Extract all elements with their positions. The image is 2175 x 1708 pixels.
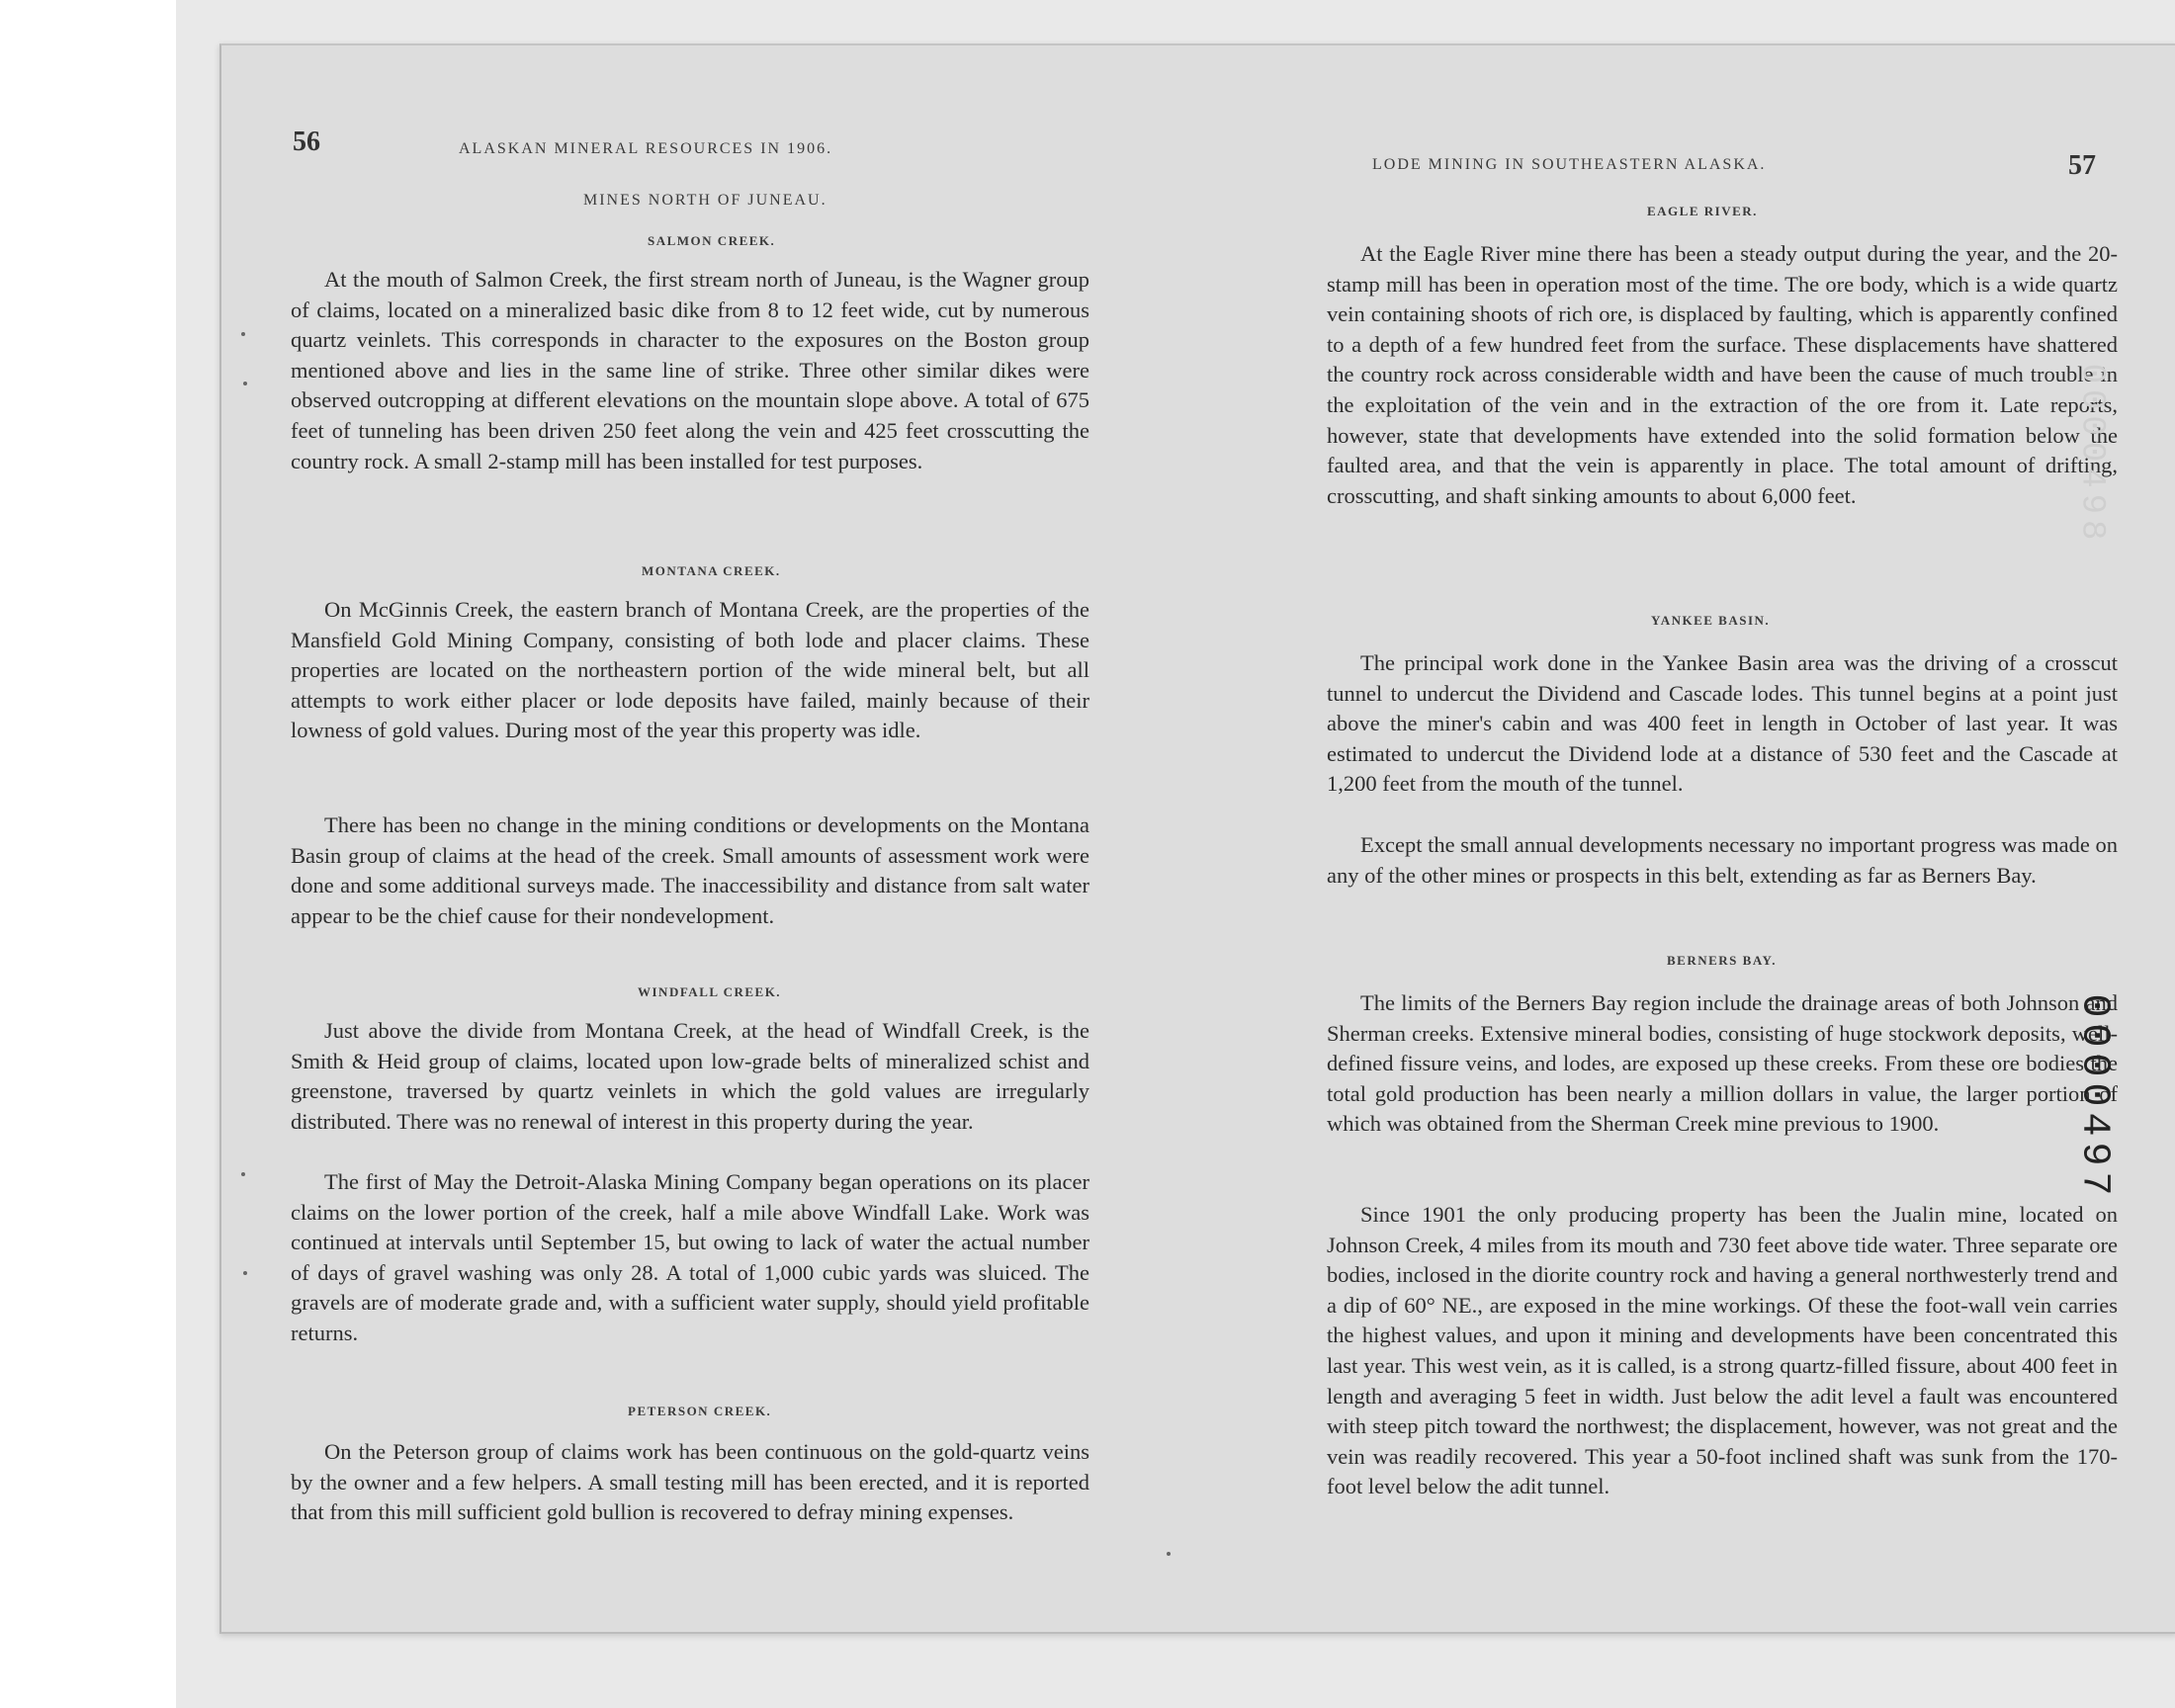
margin-bleed-through: 0000498 (2072, 363, 2111, 547)
paragraph-windfall-creek-1: Just above the divide from Montana Creek, at the head of Windfall Creek, is the Smith & Heid group of claims, located upon low-grade belts of mineralized schist and greenstone, traversed by quartz veinlets in which the gold values are irregularly distributed. There was no renewal of interest in this property during the year. (291, 1018, 1089, 1134)
margin-stamp-number: 0000497 (2071, 992, 2117, 1202)
paragraph-berners-bay-1: The limits of the Berners Bay region include the drainage areas of both Johnson and Sherman creeks. Extensive mineral bodies, consisting of huge stockwork deposits, well-defined fissure veins, and lodes, are exposed up these creeks. From these ore bodies the total gold production has been nearly a million dollars in value, the larger portion of which was obtained from the Sherman Creek mine previous to 1900. (1327, 990, 2118, 1137)
section-heading-windfall-creek: WINDFALL CREEK. (638, 984, 782, 999)
margin-mark (243, 1271, 247, 1275)
running-head-left: ALASKAN MINERAL RESOURCES IN 1906. (459, 140, 833, 157)
running-head-right: LODE MINING IN SOUTHEASTERN ALASKA. (1372, 156, 1767, 173)
page-number-56: 56 (293, 127, 320, 157)
paragraph-windfall-creek-2: The first of May the Detroit-Alaska Mining Company began operations on its placer claims on the lower portion of the creek, half a mile above Windfall Lake. Work was continued at intervals until September 15, but owing to lack of water the actual number of days of gravel washing was only 28. A total of 1,000 cubic yards was sluiced. The gravels are of moderate grade and, with a sufficient water supply, should yield profitable returns. (291, 1169, 1089, 1345)
margin-mark (243, 382, 247, 385)
section-heading-salmon-creek: SALMON CREEK. (648, 233, 776, 248)
paragraph-montana-creek-2: There has been no change in the mining conditions or developments on the Montana Basin group of claims at the head of the creek. Small amounts of assessment work were done and some additional surveys made. The inaccessibility and distance from salt water appear to be the chief cause for their nondevelopment. (291, 812, 1089, 928)
left-page (279, 45, 1297, 1632)
paragraph-berners-bay-2: Since 1901 the only producing property has been the Jualin mine, located on Johnson Creek, 4 miles from its mouth and 730 feet above tide water. Three separate ore bodies, inclosed in the diorite country rock and having a general northwesterly trend and a dip of 60° NE., are exposed in the mine workings. Of these the foot-wall vein carries the highest values, and upon it mining and developments have been concentrated this last year. This west vein, as it is called, is a strong quartz-filled fissure, about 400 feet in length and averaging 5 feet in width. Just below the adit level a fault was encountered with steep pitch toward the northwest; the displacement, however, was not great and the vein was readily recovered. This year a 50-foot inclined shaft was sunk from the 170-foot level below the adit tunnel. (1327, 1202, 2118, 1499)
paragraph-yankee-basin-2: Except the small annual developments necessary no important progress was made on any of the other mines or prospects in this belt, extending as far as Berners Bay. (1327, 832, 2118, 888)
section-heading-berners-bay: BERNERS BAY. (1667, 953, 1777, 968)
section-heading-montana-creek: MONTANA CREEK. (642, 563, 781, 578)
section-heading-peterson-creek: PETERSON CREEK. (628, 1404, 772, 1418)
section-heading-yankee-basin: YANKEE BASIN. (1651, 613, 1771, 628)
major-heading: MINES NORTH OF JUNEAU. (583, 192, 827, 209)
margin-mark (241, 1172, 245, 1176)
margin-mark (1167, 1552, 1171, 1556)
margin-mark (241, 332, 245, 336)
section-heading-eagle-river: EAGLE RIVER. (1647, 204, 1758, 218)
paragraph-montana-creek-1: On McGinnis Creek, the eastern branch of Montana Creek, are the properties of the Mansfield Gold Mining Company, consisting of both lode and placer claims. These properties are located on the northeastern portion of the wide mineral belt, but all attempts to work either placer or lode deposits have failed, mainly because of their lowness of gold values. During most of the year this property was idle. (291, 597, 1089, 743)
paragraph-peterson-creek: On the Peterson group of claims work has been continuous on the gold-quartz veins by the owner and a few helpers. A small testing mill has been erected, and it is reported that from this mill sufficient gold bullion is recovered to defray mining expenses. (291, 1439, 1089, 1525)
paragraph-salmon-creek: At the mouth of Salmon Creek, the first stream north of Juneau, is the Wagner group of claims, located on a mineralized basic dike from 8 to 12 feet wide, cut by numerous quartz veinlets. This corresponds in character to the exposures on the Boston group mentioned above and lies in the same line of strike. Three other similar dikes were observed outcropping at different elevations on the mountain slope above. A total of 675 feet of tunneling has been driven 250 feet along the vein and 425 feet crosscutting the country rock. A small 2-stamp mill has been installed for test purposes. (291, 267, 1089, 473)
book-spread (219, 43, 2175, 1634)
right-page (1297, 45, 2175, 1632)
page-number-57: 57 (2068, 150, 2096, 181)
paragraph-yankee-basin-1: The principal work done in the Yankee Basin area was the driving of a crosscut tunnel to undercut the Dividend and Cascade lodes. This tunnel begins at a point just above the miner's cabin and was 400 feet in length in October of last year. It was estimated to undercut the Dividend lode at a distance of 530 feet and the Cascade at 1,200 feet from the mouth of the tunnel. (1327, 650, 2118, 797)
paragraph-eagle-river: At the Eagle River mine there has been a steady output during the year, and the 20-stamp mill has been in operation most of the time. The ore body, which is a wide quartz vein containing shoots of rich ore, is displaced by faulting, which is apparently confined to a depth of a few hundred feet from the surface. These displacements have shattered the country rock across considerable width and have been the cause of much trouble in the exploitation of the vein and in the extraction of the ore from it. Late reports, however, state that developments have extended into the solid formation below the faulted area, and that the vein is apparently in place. The total amount of drifting, crosscutting, and shaft sinking amounts to about 6,000 feet. (1327, 241, 2118, 508)
